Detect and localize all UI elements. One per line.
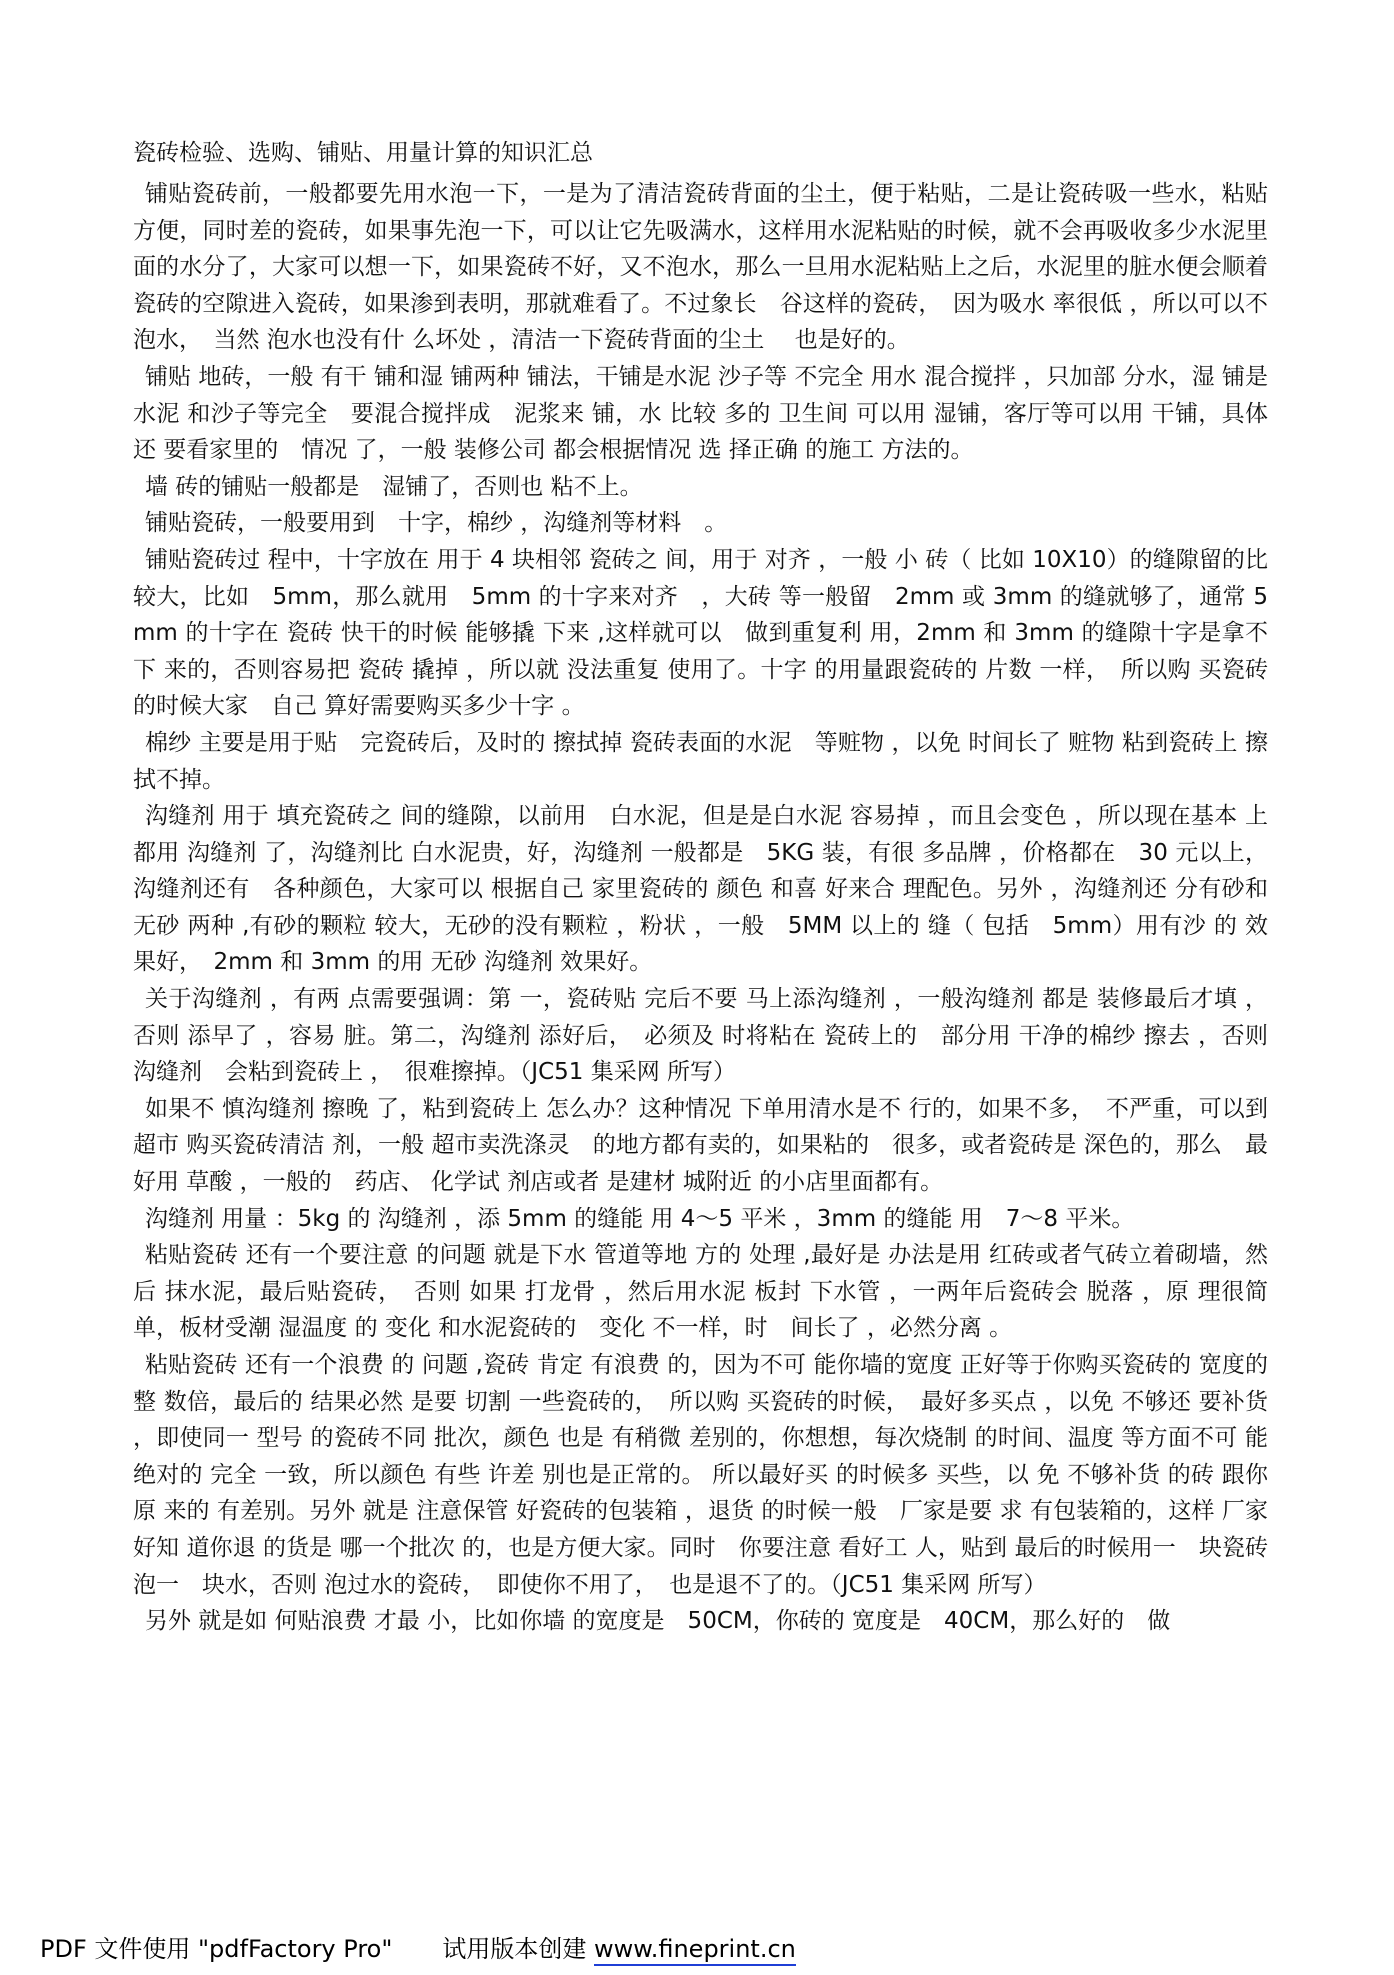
footer-trial-text: 试用版本创建 bbox=[442, 1935, 587, 1963]
paragraph: 棉纱 主要是用于贴 完瓷砖后，及时的 擦拭掉 瓷砖表面的水泥 等赃物 ，以免 时间长了 赃物 粘到瓷砖上 擦拭不掉。 bbox=[133, 729, 1268, 793]
paragraph: 铺贴 地砖，一般 有干 铺和湿 铺两种 铺法，干铺是水泥 沙子等 不完全 用水 混合搅拌 ，只加部 分水，湿 铺是水泥 和沙子等完全 要混合搅拌成 泥浆来 铺，水 比较 多的 卫生间 可以用 湿铺，客厅等可以用 干铺，具体还 要看家里的 情况 了，一般 装修公司 都会根据情况 选 择正确 的施工 方法的。 bbox=[133, 363, 1268, 464]
paragraph: 粘贴瓷砖 还有一个浪费 的 问题 ,瓷砖 肯定 有浪费 的，因为不可 能你墙的宽度 正好等于你购买瓷砖的 宽度的 整 数倍，最后的 结果必然 是要 切割 一些瓷砖的， 所以购 买瓷砖的时候， 最好多买点 ，以免 不够还 要补货 ，即使同一 型号 的瓷砖不同 批次，颜色 也是 有稍微 差别的，你想想，每次烧制 的时间、温度 等方面不可 能绝对的 完全 一致，所以颜色 有些 许差 别也是正常的。 所以最好买 的时候多 买些，以 免 不够补货 的砖 跟你原 来的 有差别。另外 就是 注意保管 好瓷砖的包装箱 ，退货 的时候一般 厂家是要 求 有包装箱的，这样 厂家好知 道你退 的货是 哪一个批次 的，也是方便大家。同时 你要注意 看好工 人，贴到 最后的时候用一 块瓷砖泡一 块水，否则 泡过水的瓷砖， 即使你不用了， 也是退不了的。（JC51 集采网 所写） bbox=[133, 1352, 1268, 1598]
paragraph: 铺贴瓷砖前，一般都要先用水泡一下，一是为了清洁瓷砖背面的尘土，便于粘贴，二是让瓷砖吸一些水，粘贴方便，同时差的瓷砖，如果事先泡一下，可以让它先吸满水，这样用水泥粘贴的时候，就不会再吸收多少水泥里面的水分了，大家可以想一下，如果瓷砖不好，又不泡水，那么一旦用水泥粘贴上之后，水泥里的脏水便会顺着瓷砖的空隙进入瓷砖，如果渗到表明，那就难看了。不过象长 谷这样的瓷砖， 因为吸水 率很低 ，所以可以不泡水， 当然 泡水也没有什 么坏处 ，清洁一下瓷砖背面的尘土 也是好的。 bbox=[133, 181, 1268, 354]
paragraph: 铺贴瓷砖，一般要用到 十字，棉纱 ，沟缝剂等材料 。 bbox=[145, 510, 728, 537]
document-title: 瓷砖检验、选购、铺贴、用量计算的知识汇总 bbox=[133, 140, 593, 166]
paragraph: 关于沟缝剂 ，有两 点需要强调：第 一，瓷砖贴 完后不要 马上添沟缝剂 ，一般沟缝剂 都是 装修最后才填 ，否则 添早了 ，容易 脏。第二，沟缝剂 添好后， 必须及 时将粘在 瓷砖上的 部分用 干净的棉纱 擦去 ，否则沟缝剂 会粘到瓷砖上 ， 很难擦掉。（JC51 集采网 所写） bbox=[133, 986, 1268, 1086]
footer-link[interactable]: www.fineprint.cn bbox=[594, 1935, 796, 1966]
paragraph: 粘贴瓷砖 还有一个要注意 的问题 就是下水 管道等地 方的 处理 ,最好是 办法是用 红砖或者气砖立着砌墙，然后 抹水泥，最后贴瓷砖， 否则 如果 打龙骨 ，然后用水泥 板封 下水管 ，一两年后瓷砖会 脱落 ，原 理很简单，板材受潮 湿温度 的 变化 和水泥瓷砖的 变化 不一样，时 间长了 ，必然分离 。 bbox=[133, 1242, 1268, 1342]
paragraph: 墙 砖的铺贴一般都是 湿铺了，否则也 粘不上。 bbox=[145, 473, 643, 500]
paragraph: 沟缝剂 用于 填充瓷砖之 间的缝隙，以前用 白水泥，但是是白水泥 容易掉 ，而且会变色 ，所以现在基本 上都用 沟缝剂 了，沟缝剂比 白水泥贵，好，沟缝剂 一般都是 5KG 装，有很 多品牌 ，价格都在 30 元以上，沟缝剂还有 各种颜色，大家可以 根据自己 家里瓷砖的 颜色 和喜 好来合 理配色。另外 ，沟缝剂还 分有砂和无砂 两种 ,有砂的颗粒 较大，无砂的没有颗粒 ，粉状 ，一般 5MM 以上的 缝（ 包括 5mm）用有沙 的 效果好， 2mm 和 3mm 的用 无砂 沟缝剂 效果好。 bbox=[133, 803, 1268, 976]
footer-creator-text: PDF 文件使用 "pdfFactory Pro" bbox=[40, 1935, 393, 1963]
paragraph: 如果不 慎沟缝剂 擦晚 了，粘到瓷砖上 怎么办？这种情况 下单用清水是不 行的，如果不多， 不严重，可以到 超市 购买瓷砖清洁 剂，一般 超市卖洗涤灵 的地方都有卖的，如果粘的 很多，或者瓷砖是 深色的，那么 最好用 草酸 ，一般的 药店、 化学试 剂店或者 是建材 城附近 的小店里面都有。 bbox=[133, 1095, 1268, 1196]
pdf-footer bbox=[40, 1934, 796, 1964]
paragraph: 沟缝剂 用量 ：5kg 的 沟缝剂 ，添 5mm 的缝能 用 4～5 平米 ，3mm 的缝能 用 7～8 平米。 bbox=[145, 1205, 1135, 1232]
paragraph: 铺贴瓷砖过 程中，十字放在 用于 4 块相邻 瓷砖之 间，用于 对齐 ，一般 小 砖（ 比如 10X10）的缝隙留的比较大，比如 5mm，那么就用 5mm 的十字来对齐 ，大砖 等一般留 2mm 或 3mm 的缝就够了，通常 5mm 的十字在 瓷砖 快干的时候 能够撬 下来 ,这样就可以 做到重复利 用，2mm 和 3mm 的缝隙十字是拿不下 来的，否则容易把 瓷砖 撬掉 ，所以就 没法重复 使用了。十字 的用量跟瓷砖的 片数 一样， 所以购 买瓷砖的时候大家 自己 算好需要购买多少十字 。 bbox=[133, 546, 1268, 720]
paragraph: 另外 就是如 何贴浪费 才最 小，比如你墙 的宽度是 50CM，你砖的 宽度是 40CM，那么好的 做 bbox=[145, 1608, 1171, 1635]
document-body bbox=[133, 176, 1268, 1640]
